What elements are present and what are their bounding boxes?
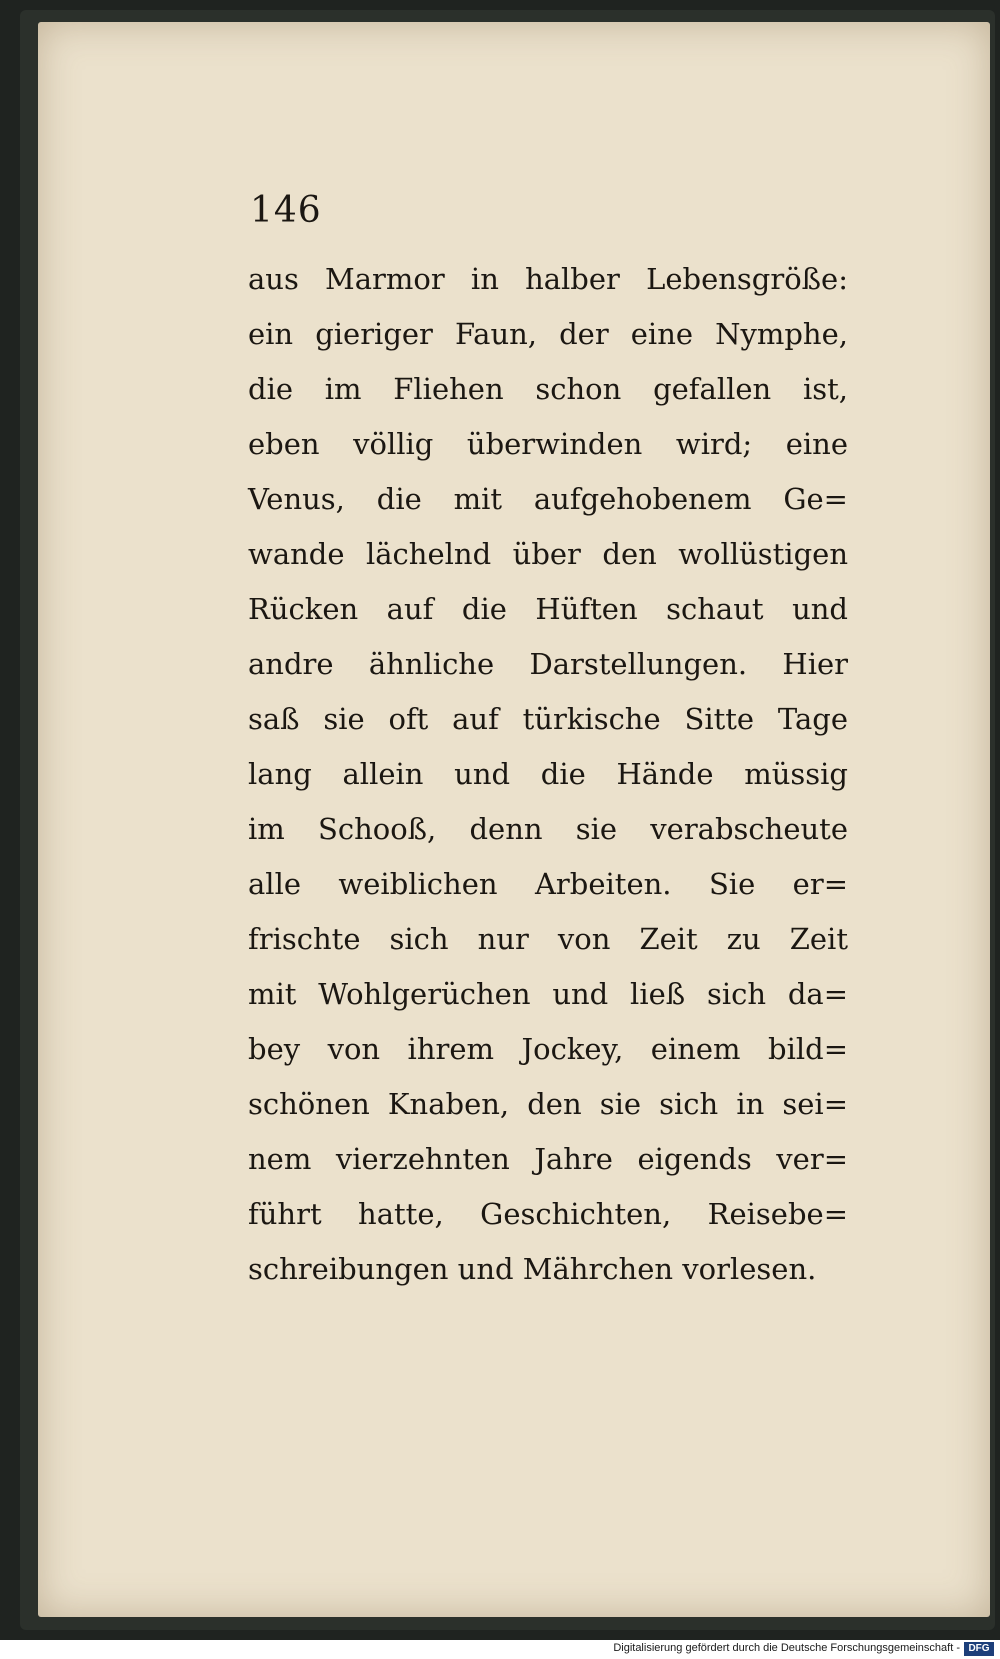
text-line: saß sie oft auf türkische Sitte Tage xyxy=(248,702,848,736)
text-line: wande lächelnd über den wollüstigen xyxy=(248,537,848,571)
text-line: eben völlig überwinden wird; eine xyxy=(248,427,848,461)
text-line: aus Marmor in halber Lebensgröße: xyxy=(248,262,848,296)
text-line: mit Wohlgerüchen und ließ sich da= xyxy=(248,977,848,1011)
text-line: ein gieriger Faun, der eine Nymphe, xyxy=(248,317,848,351)
text-line: Venus, die mit aufgehobenem Ge= xyxy=(248,482,848,516)
body-text xyxy=(248,252,848,1297)
text-line: alle weiblichen Arbeiten. Sie er= xyxy=(248,867,848,901)
text-line: andre ähnliche Darstellungen. Hier xyxy=(248,647,848,681)
footer-credit: Digitalisierung gefördert durch die Deutsche Forschungsgemeinschaft - xyxy=(613,1642,960,1654)
text-line: bey von ihrem Jockey, einem bild= xyxy=(248,1032,848,1066)
text-line: schönen Knaben, den sie sich in sei= xyxy=(248,1087,848,1121)
page-number: 146 xyxy=(250,190,322,231)
text-line: lang allein und die Hände müssig xyxy=(248,757,848,791)
text-line: nem vierzehnten Jahre eigends ver= xyxy=(248,1142,848,1176)
book-page xyxy=(38,22,990,1617)
text-line-last: schreibungen und Mährchen vorlesen. xyxy=(248,1252,817,1286)
text-line: die im Fliehen schon gefallen ist, xyxy=(248,372,848,406)
text-line: im Schooß, denn sie verabscheute xyxy=(248,812,848,846)
dfg-logo: DFG xyxy=(964,1642,994,1656)
text-line: führt hatte, Geschichten, Reisebe= xyxy=(248,1197,848,1231)
text-line: frischte sich nur von Zeit zu Zeit xyxy=(248,922,848,956)
text-line: Rücken auf die Hüften schaut und xyxy=(248,592,848,626)
